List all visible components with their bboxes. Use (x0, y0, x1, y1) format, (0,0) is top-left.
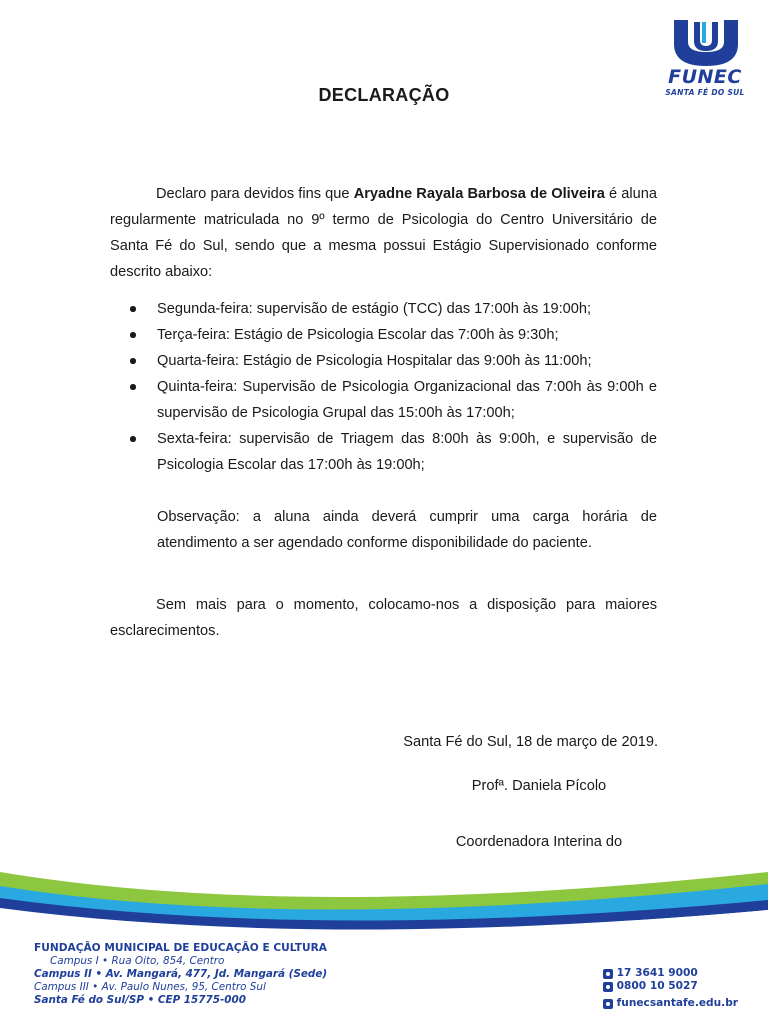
date-place: Santa Fé do Sul, 18 de março de 2019. (403, 734, 658, 750)
footer-campus-1: Campus I • Rua Oito, 854, Centro (50, 955, 225, 967)
phone-icon (603, 969, 613, 979)
observation-paragraph: Observação: a aluna ainda deverá cumprir uma carga horária de atendimento a ser agendado conforme disponibilidade do paciente. (157, 509, 657, 551)
signer-role: Coordenadora Interina do (455, 834, 623, 850)
footer-website-text: funecsantafe.edu.br (616, 997, 738, 1009)
schedule-item: Segunda-feira: supervisão de estágio (TCC) das 17:00h às 19:00h; (110, 296, 657, 322)
footer-phone-1-text: 17 3641 9000 (616, 967, 698, 979)
footer-campus-2: Campus II • Av. Mangará, 477, Jd. Mangará (Sede) (34, 968, 328, 980)
footer-website (603, 997, 738, 1010)
footer-city: Santa Fé do Sul/SP • CEP 15775-000 (34, 994, 246, 1006)
funec-logo (660, 18, 760, 97)
logo-subtitle: SANTA FÉ DO SUL (665, 88, 745, 97)
schedule-item: Terça-feira: Estágio de Psicologia Escolar das 7:00h às 9:30h; (110, 322, 657, 348)
footer-campus-3: Campus III • Av. Paulo Nunes, 95, Centro Sul (34, 981, 266, 993)
schedule-item: Quarta-feira: Estágio de Psicologia Hospitalar das 9:00h às 11:00h; (110, 348, 657, 374)
facebook-icon (603, 999, 613, 1009)
footer-contacts (603, 967, 738, 1010)
footer-wave-decoration (0, 850, 768, 950)
footer-org: FUNDAÇÃO MUNICIPAL DE EDUCAÇÃO E CULTURA (34, 942, 327, 954)
intro-text-start: Declaro para devidos fins que (156, 186, 354, 202)
footer-phone-1 (603, 967, 738, 980)
footer-phone-2-text: 0800 10 5027 (616, 980, 698, 992)
schedule-list (110, 296, 657, 478)
footer-address (34, 942, 327, 1007)
closing-text: Sem mais para o momento, colocamo-nos a disposição para maiores esclarecimentos. (110, 597, 657, 639)
logo-name: FUNEC (668, 66, 742, 88)
funec-emblem-icon (672, 18, 740, 68)
phone-icon (603, 982, 613, 992)
signer-name: Profª. Daniela Pícolo (471, 778, 607, 794)
closing-paragraph (110, 592, 657, 644)
document-title: DECLARAÇÃO (318, 85, 450, 105)
schedule-item: Quinta-feira: Supervisão de Psicologia Organizacional das 7:00h às 9:00h e supervisão de Psicologia Grupal das 15:00h às 17:00h; (110, 374, 657, 426)
footer-phone-2 (603, 980, 738, 993)
schedule-item: Sexta-feira: supervisão de Triagem das 8:00h às 9:00h, e supervisão de Psicologia Escolar das 17:00h às 19:00h; (110, 426, 657, 478)
student-name: Aryadne Rayala Barbosa de Oliveira (353, 186, 605, 202)
intro-paragraph (110, 181, 657, 285)
intro-text-end: é aluna regularmente matriculada no 9º termo de Psicologia do Centro Universitário de Santa Fé do Sul, sendo que a mesma possui Estágio Supervisionado conforme descrito abaixo: (110, 186, 657, 280)
